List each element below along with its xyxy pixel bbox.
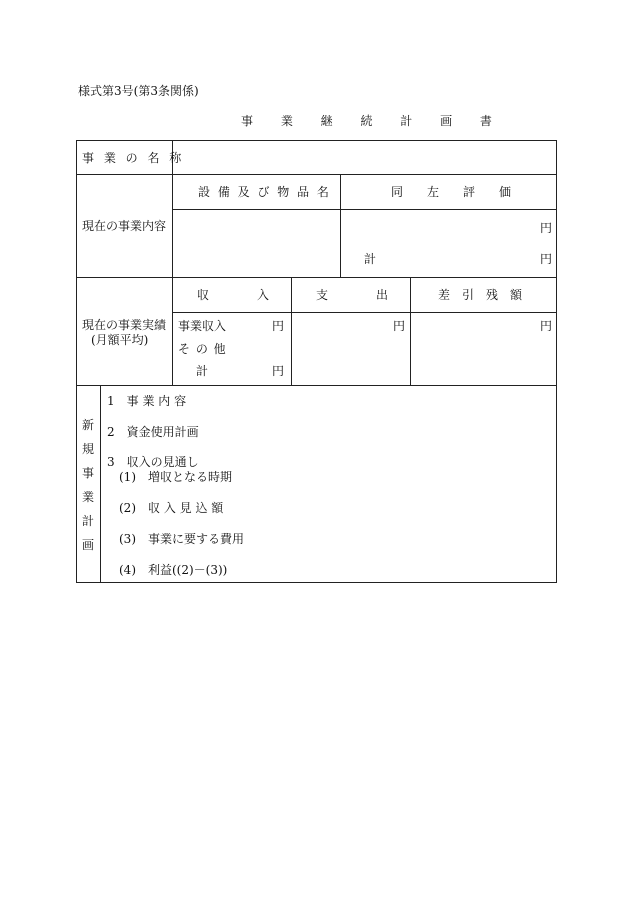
current-results-sublabel: (月額平均) [91, 333, 149, 347]
form-label: 様式第3号(第3条関係) [78, 84, 199, 98]
plan-item-3: 3 収入の見通し [107, 455, 199, 469]
expense-header: 支 出 [316, 288, 389, 302]
side-char: 計 [81, 514, 94, 528]
income-total-label: 計 [196, 364, 209, 378]
expense-yen: 円 [393, 319, 406, 333]
balance-header: 差 引 残 額 [438, 288, 523, 302]
plan-sub-2: (2) 収 入 見 込 額 [119, 501, 224, 515]
income-total-yen: 円 [272, 364, 285, 378]
business-name-label: 事 業 の 名 称 [82, 151, 185, 165]
business-name-value[interactable] [180, 151, 550, 165]
income-header: 収 入 [197, 288, 270, 302]
valuation-header: 同 左 評 価 [391, 185, 512, 199]
side-char: 新 [81, 418, 94, 432]
plan-sub-3: (3) 事業に要する費用 [119, 532, 244, 546]
side-char: 事 [81, 466, 94, 480]
other-income-label: そ の 他 [178, 342, 227, 356]
document-title: 事 業 継 続 計 画 書 [241, 114, 504, 128]
business-income-yen: 円 [272, 319, 285, 333]
plan-sub-4: (4) 利益((2)－(3)) [119, 563, 228, 577]
valuation-yen: 円 [540, 221, 553, 235]
equipment-header: 設 備 及 び 物 品 名 [198, 185, 331, 199]
balance-yen: 円 [540, 319, 553, 333]
new-plan-side-label [81, 413, 95, 557]
valuation-total-yen: 円 [540, 252, 553, 266]
plan-item-1: 1 事 業 内 容 [107, 394, 187, 408]
side-char: 業 [81, 490, 94, 504]
current-content-label: 現在の事業内容 [82, 219, 167, 233]
valuation-total-label: 計 [364, 252, 377, 266]
plan-item-2: 2 資金使用計画 [107, 425, 199, 439]
current-results-label: 現在の事業実績 [82, 318, 167, 332]
plan-sub-1: (1) 増収となる時期 [119, 470, 232, 484]
business-income-label: 事業収入 [178, 319, 227, 333]
side-char: 画 [81, 538, 94, 552]
side-char: 規 [81, 442, 94, 456]
equipment-value[interactable] [180, 222, 330, 262]
